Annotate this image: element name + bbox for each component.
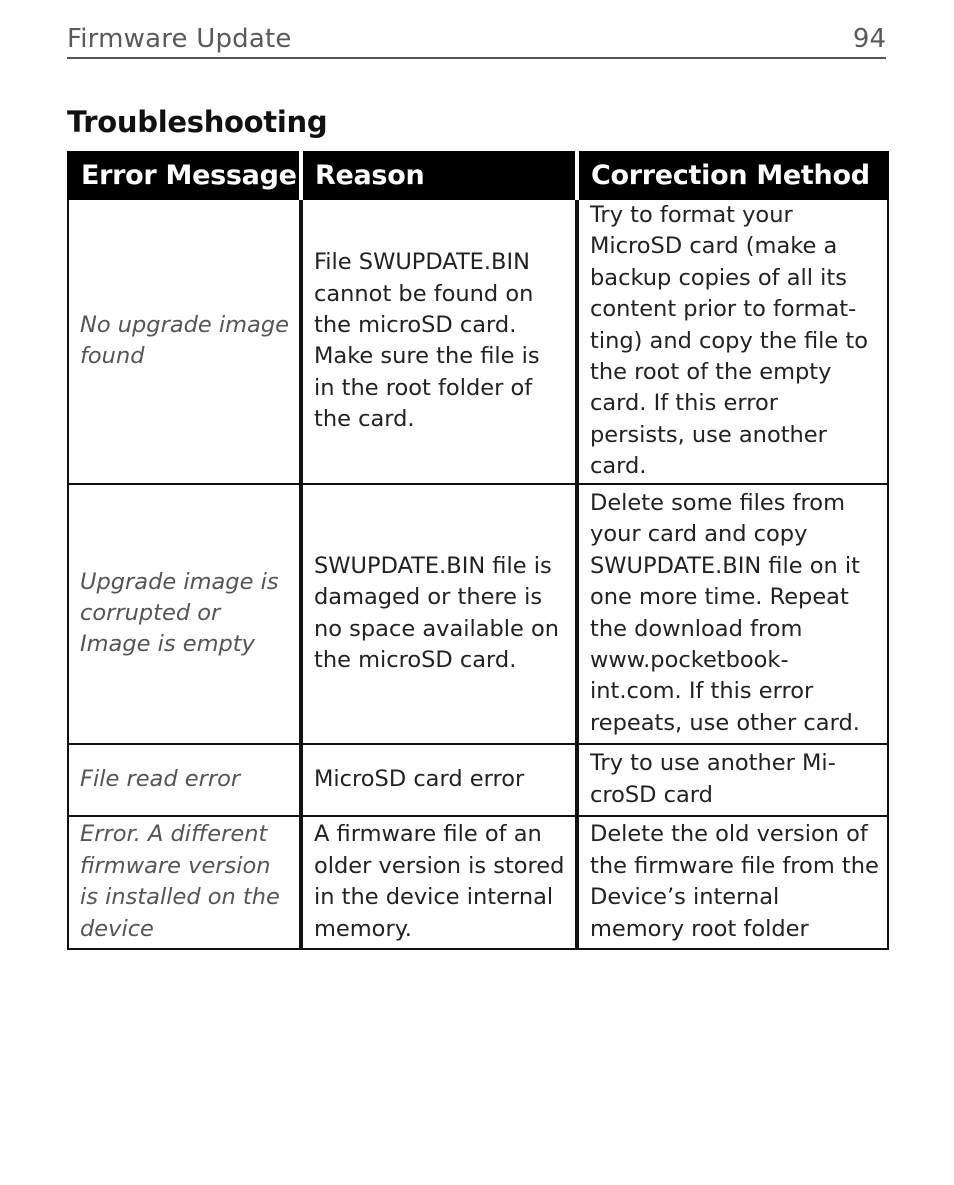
reason-cell: File SWUPDATE.BIN cannot be found on the microSD card. Make sure the file is in the root folder of the card. — [301, 199, 577, 484]
correction-cell: Delete the old version of the firmware file from the Device’s internal memory root folder — [577, 816, 888, 949]
section-title: Troubleshooting — [67, 105, 328, 139]
table-row — [68, 484, 888, 744]
table-row — [68, 744, 888, 816]
column-header-reason: Reason — [301, 152, 577, 199]
running-header-title: Firmware Update — [67, 24, 292, 54]
error-message-cell: Upgrade image is corrupted or Image is empty — [68, 484, 301, 744]
table-row — [68, 816, 888, 949]
reason-cell: SWUPDATE.BIN file is damaged or there is no space available on the microSD card. — [301, 484, 577, 744]
troubleshooting-table — [67, 151, 889, 950]
error-message-cell: Error. A different firmware version is installed on the device — [68, 816, 301, 949]
correction-cell: Delete some files from your card and copy SWUPDATE.BIN file on it one more time. Repeat the download from www.pocketbook-int.com. If this error repeats, use other card. — [577, 484, 888, 744]
correction-cell: Try to format your MicroSD card (make a backup copies of all its content prior to formatting) and copy the file to the root of the empty card. If this error persists, use another card. — [577, 199, 888, 484]
error-message-cell: No upgrade image found — [68, 199, 301, 484]
page-header — [67, 20, 886, 59]
reason-cell: MicroSD card error — [301, 744, 577, 816]
correction-cell: Try to use another MicroSD card — [577, 744, 888, 816]
reason-cell: A firmware file of an older version is stored in the device internal memory. — [301, 816, 577, 949]
table-row — [68, 199, 888, 484]
column-header-error-message: Error Message — [68, 152, 301, 199]
page-number: 94 — [852, 24, 886, 54]
error-message-cell: File read error — [68, 744, 301, 816]
column-header-correction-method: Correction Method — [577, 152, 888, 199]
table-header-row — [68, 152, 888, 199]
